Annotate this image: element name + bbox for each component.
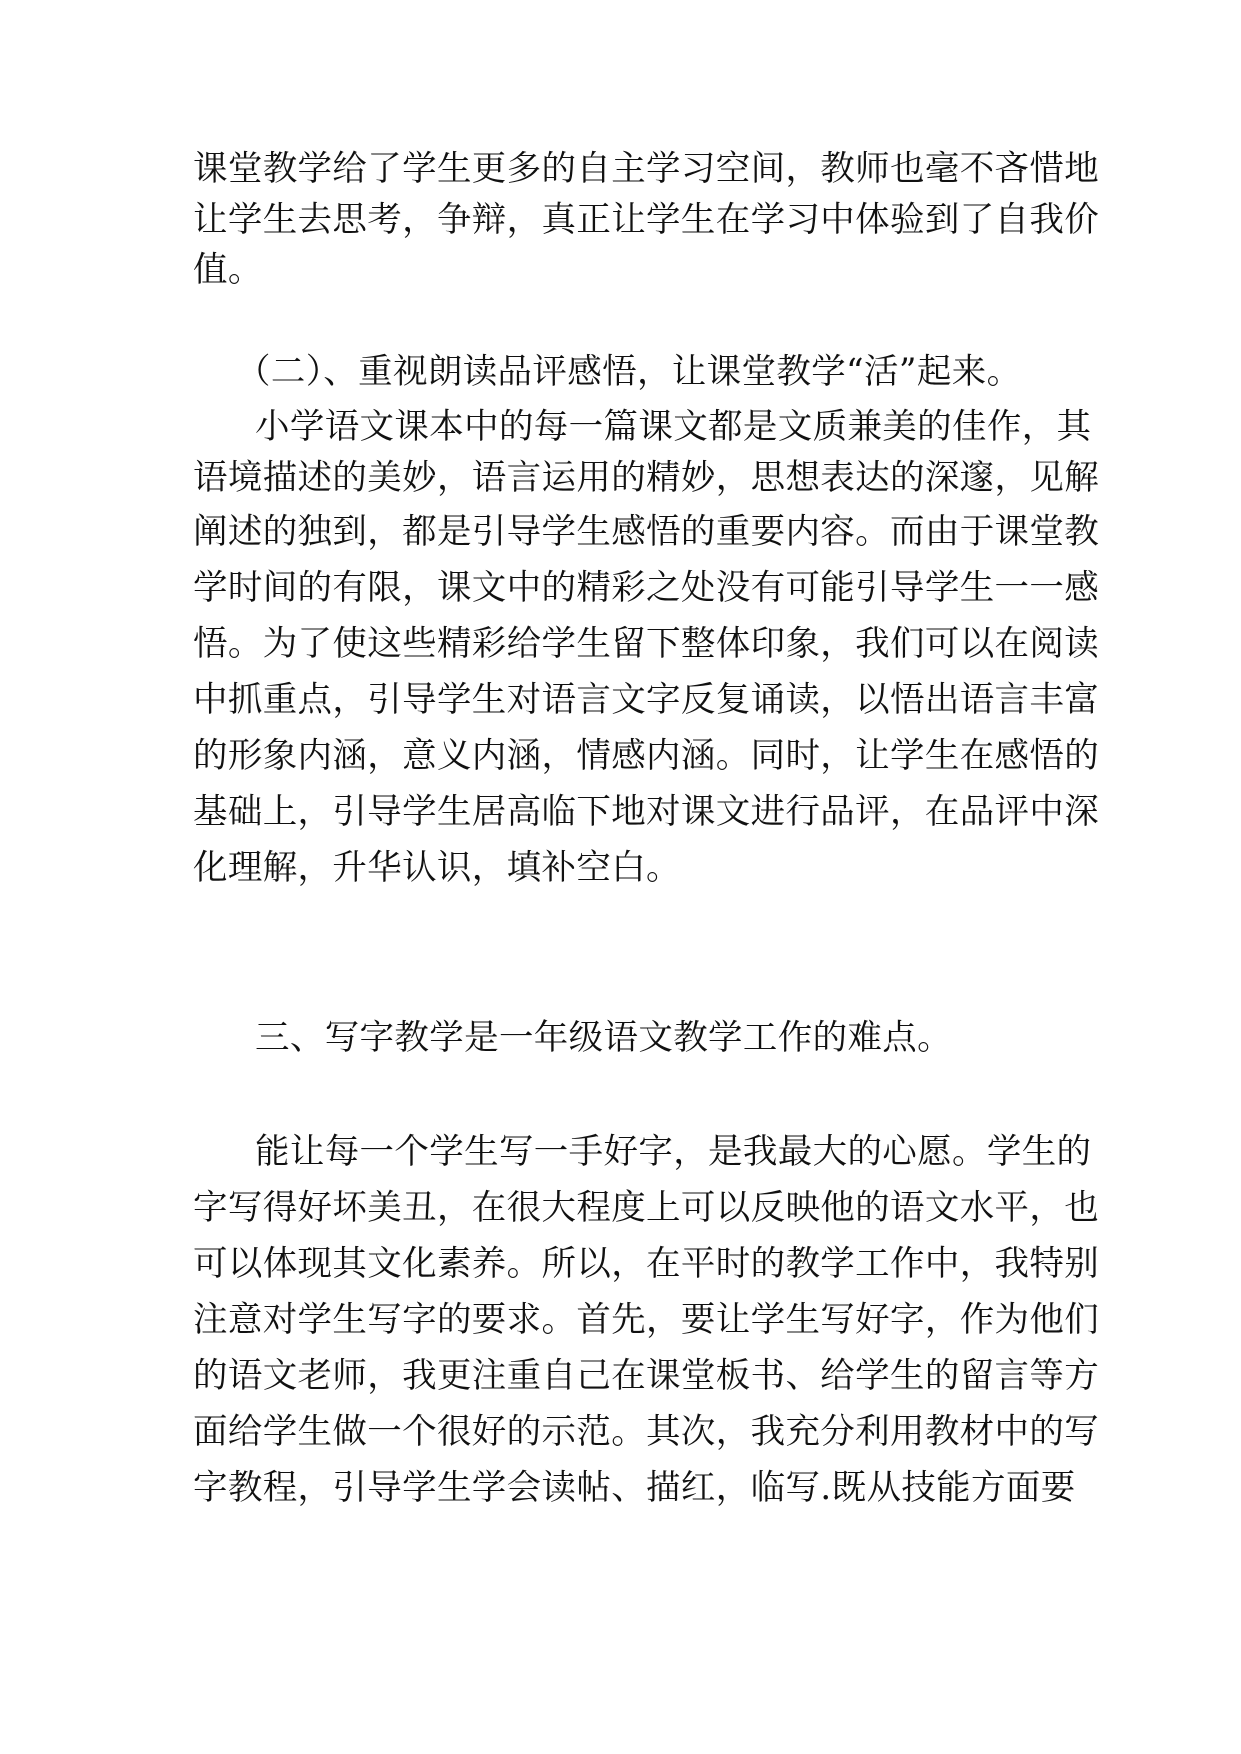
paragraph-3-line-4: 注意对学生写字的要求。首先，要让学生写好字，作为他们 (193, 1300, 1100, 1340)
paragraph-2-line-7: 的形象内涵，意义内涵，情感内涵。同时，让学生在感悟的 (193, 736, 1100, 776)
paragraph-2-line-3: 阐述的独到，都是引导学生感悟的重要内容。而由于课堂教 (193, 512, 1100, 552)
paragraph-3-line-3: 可以体现其文化素养。所以，在平时的教学工作中，我特别 (193, 1244, 1100, 1284)
paragraph-1-line-3: 值。 (193, 250, 263, 290)
paragraph-1-line-1: 课堂教学给了学生更多的自主学习空间，教师也毫不吝惜地 (193, 149, 1100, 189)
section-heading-3: 三、写字教学是一年级语文教学工作的难点。 (255, 1018, 952, 1058)
paragraph-3-line-5: 的语文老师，我更注重自己在课堂板书、给学生的留言等方 (193, 1356, 1100, 1396)
paragraph-3-line-2: 字写得好坏美丑，在很大程度上可以反映他的语文水平，也 (193, 1188, 1100, 1228)
section-heading-2: （二）、重视朗读品评感悟，让课堂教学“活”起来。 (236, 352, 1022, 392)
paragraph-2-line-9: 化理解，升华认识，填补空白。 (193, 848, 681, 888)
paragraph-2-line-5: 悟。为了使这些精彩给学生留下整体印象，我们可以在阅读 (193, 624, 1100, 664)
paragraph-2-line-6: 中抓重点，引导学生对语言文字反复诵读，以悟出语言丰富 (193, 680, 1100, 720)
paragraph-2-line-1: 小学语文课本中的每一篇课文都是文质兼美的佳作，其 (255, 407, 1092, 447)
paragraph-2-line-2: 语境描述的美妙，语言运用的精妙，思想表达的深邃，见解 (193, 458, 1100, 498)
paragraph-2-line-8: 基础上，引导学生居高临下地对课文进行品评，在品评中深 (193, 792, 1100, 832)
paragraph-3-line-6: 面给学生做一个很好的示范。其次，我充分利用教材中的写 (193, 1412, 1100, 1452)
paragraph-1-line-2: 让学生去思考，争辩，真正让学生在学习中体验到了自我价 (193, 200, 1100, 240)
paragraph-3-line-7: 字教程，引导学生学会读帖、描红，临写.既从技能方面要 (193, 1468, 1076, 1508)
paragraph-2-line-4: 学时间的有限，课文中的精彩之处没有可能引导学生一一感 (193, 568, 1100, 608)
paragraph-3-line-1: 能让每一个学生写一手好字，是我最大的心愿。学生的 (255, 1132, 1092, 1172)
